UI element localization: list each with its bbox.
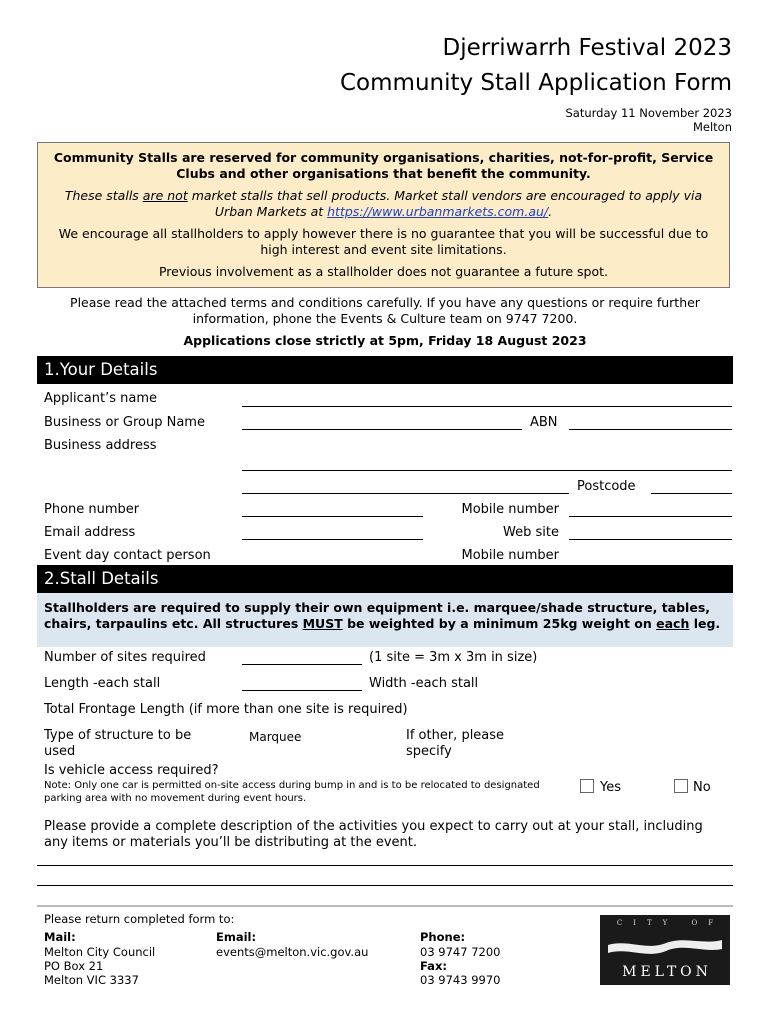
email-address-label: Email address — [44, 525, 136, 540]
applicant-name-label: Applicant’s name — [44, 391, 157, 406]
melton-logo — [600, 915, 730, 985]
sites-required-label: Number of sites required — [44, 650, 206, 665]
form-title-line1: Djerriwarrh Festival 2023 — [442, 35, 732, 61]
website-field[interactable] — [569, 539, 732, 540]
activity-description-field-line2[interactable] — [37, 885, 733, 886]
structure-type-label: Type of structure to be used — [44, 728, 192, 759]
website-label: Web site — [503, 525, 559, 540]
notice-previous-involvement: Previous involvement as a stallholder does not guarantee a future spot. — [158, 264, 609, 279]
stall-width-label: Width -each stall — [369, 676, 479, 691]
mobile-number-field[interactable] — [569, 516, 732, 517]
mail-address-line3: Melton VIC 3337 — [44, 973, 139, 987]
vehicle-no-checkbox[interactable] — [674, 779, 688, 793]
notice-no-guarantee: We encourage all stallholders to apply however there is no guarantee that you will be successful due to high interest and event site limitations. — [58, 226, 709, 257]
equipment-requirement-text: Stallholders are required to supply their own equipment i.e. marquee/shade structure, tables, chairs, tarpaulins etc. All structures MUST be weighted by a minimum 25kg weight on each leg. — [44, 600, 721, 631]
event-date: Saturday 11 November 2023 — [565, 106, 732, 120]
footer-divider — [37, 905, 733, 907]
mobile-number-label: Mobile number — [461, 502, 559, 517]
other-structure-label: If other, please specify — [406, 728, 505, 759]
structure-type-select[interactable]: Marquee — [249, 730, 302, 744]
vehicle-access-label: Is vehicle access required? — [44, 763, 219, 778]
return-instruction: Please return completed form to: — [44, 912, 235, 926]
business-name-label: Business or Group Name — [44, 415, 205, 430]
activity-description-label: Please provide a complete description of the activities you expect to carry out at your stall, including any items or materials you’ll be distributing at the event. — [44, 819, 703, 850]
urban-markets-link[interactable]: https://www.urbanmarkets.com.au/ — [327, 204, 549, 219]
phone-number-label: Phone number — [44, 502, 140, 517]
community-notice-box — [37, 142, 730, 288]
logo-city-of: CITY OF — [616, 919, 725, 927]
fax-label: Fax: — [420, 959, 447, 973]
phone-label: Phone: — [420, 930, 466, 944]
business-name-field[interactable] — [242, 429, 522, 430]
vehicle-yes-label: Yes — [600, 780, 621, 795]
activity-description-field-line1[interactable] — [37, 865, 733, 866]
business-address-label: Business address — [44, 438, 157, 453]
vehicle-no-label: No — [693, 780, 711, 795]
event-location: Melton — [692, 120, 732, 134]
mail-label: Mail: — [44, 930, 76, 944]
business-address-field-line1[interactable] — [242, 470, 732, 471]
notice-market-stalls: These stalls are not market stalls that sell products. Market stall vendors are encouraged to apply via Urban Markets at https://www.urbanmarkets.com.au/. — [64, 188, 703, 219]
closing-date: Applications close strictly at 5pm, Friday 18 August 2023 — [183, 333, 587, 348]
vehicle-access-note: Note: Only one car is permitted on-site access during bump in and is to be relocated to designated parking area with no movement during event hours. — [44, 780, 540, 804]
mail-address-line2: PO Box 21 — [44, 959, 104, 973]
email-address-field[interactable] — [242, 539, 423, 540]
equipment-requirement-box — [37, 593, 733, 647]
section-stall-details-header: 2.Stall Details — [37, 565, 733, 593]
fax-number: 03 9743 9970 — [420, 973, 501, 987]
form-title-line2: Community Stall Application Form — [340, 70, 732, 96]
contact-mobile-label: Mobile number — [461, 548, 559, 563]
frontage-length-label: Total Frontage Length (if more than one site is required) — [44, 702, 408, 717]
vehicle-yes-checkbox[interactable] — [580, 779, 594, 793]
postcode-label: Postcode — [577, 479, 636, 494]
postcode-field[interactable] — [651, 493, 732, 494]
section-your-details-header: 1.Your Details — [37, 356, 733, 384]
sites-required-field[interactable] — [242, 664, 362, 665]
notice-eligibility: Community Stalls are reserved for community organisations, charities, not-for-profit, Service Clubs and other organisations that benefit the community. — [53, 150, 714, 181]
email-label: Email: — [216, 930, 257, 944]
stall-length-field[interactable] — [242, 690, 362, 691]
email-address[interactable]: events@melton.vic.gov.au — [216, 945, 369, 959]
mail-address-line1: Melton City Council — [44, 945, 156, 959]
abn-field[interactable] — [569, 429, 732, 430]
applicant-name-field[interactable] — [242, 406, 732, 407]
business-address-field-line2[interactable] — [242, 493, 569, 494]
phone-number-field[interactable] — [242, 516, 423, 517]
site-size-note: (1 site = 3m x 3m in size) — [369, 650, 538, 665]
stall-length-label: Length -each stall — [44, 676, 161, 691]
phone-number: 03 9747 7200 — [420, 945, 501, 959]
abn-label: ABN — [530, 415, 558, 430]
logo-melton: MELTON — [622, 964, 712, 980]
contact-person-label: Event day contact person — [44, 548, 211, 563]
logo-landscape-icon — [608, 929, 722, 961]
terms-instruction: Please read the attached terms and conditions carefully. If you have any questions or require further information, phone the Events & Culture team on 9747 7200. — [70, 295, 700, 326]
